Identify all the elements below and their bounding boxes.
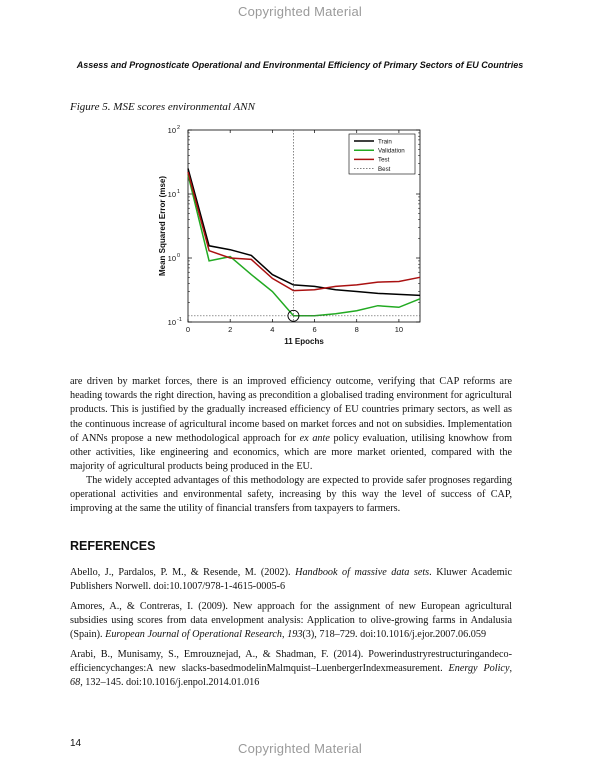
ref-journal: Energy Policy: [448, 663, 510, 675]
y-tick-label: 10: [167, 126, 176, 135]
ref-authors: Arabi, B., Munisamy, S., Emrouznejad, A., & Shadman, F. (2014). Powerindustryrestructuringandeco-efficiencychanges:A new slacks-basedmodelinMalmquist–LuenbergerIndexmeasurement.: [70, 649, 512, 675]
ref-details: . Kluwer Academic Publishers Norwell. doi:10.1007/978-1-4615-0005-6: [70, 567, 513, 593]
y-tick-label: 10: [167, 254, 176, 263]
y-tick-exponent: 1: [177, 189, 181, 195]
paragraph-advantages: The widely accepted advantages of this methodology are expected to provide safer prognoses regarding operational activities and environmental safety, increasing by this way the level of success of CAP, improving at the same the utility of financial transfers from taxpayers to farmers.: [70, 475, 512, 515]
watermark-bottom: Copyrighted Material: [238, 741, 362, 756]
paragraph-conclusion: [70, 375, 512, 474]
ref-separator: ,: [282, 629, 285, 641]
y-tick-label: 10: [167, 318, 176, 327]
running-head: Assess and Prognosticate Operational and Environmental Efficiency of Primary Sectors of EU Countries: [76, 60, 524, 70]
legend: [349, 134, 415, 174]
legend-label: Test: [378, 156, 390, 164]
ref-volume: 68: [70, 677, 81, 689]
x-tick-label: 0: [185, 325, 191, 334]
ref-volume: 193: [287, 629, 303, 641]
x-tick-label: 2: [228, 325, 233, 334]
y-tick-label: 10: [167, 190, 176, 199]
y-tick-exponent: -1: [177, 317, 182, 323]
y-axis-label: Mean Squared Error (mse): [158, 175, 167, 277]
figure-caption: Figure 5. MSE scores environmental ANN: [70, 101, 255, 113]
x-tick-label: 4: [270, 325, 275, 334]
ref-book-title: Handbook of massive data sets: [295, 567, 430, 578]
legend-label: Train: [378, 138, 392, 146]
x-tick-label: 8: [354, 325, 359, 334]
ref-details: , 132–145. doi:10.1016/j.enpol.2014.01.016: [80, 677, 260, 689]
watermark-top: Copyrighted Material: [238, 4, 362, 19]
references-heading: REFERENCES: [70, 539, 156, 553]
ref-separator: ,: [509, 663, 513, 675]
y-tick-exponent: 2: [177, 125, 181, 131]
paragraph-part: policy evaluation, utilising knowhow from other activities, like engineering and economics, which are more market oriented, compared with the majority of agricultural products being produced in the EU.: [70, 432, 513, 473]
ref-journal: European Journal of Operational Research: [105, 629, 283, 641]
page-number: 14: [70, 738, 82, 749]
x-tick-label: 10: [394, 325, 404, 334]
italic-term: ex ante: [299, 432, 330, 444]
legend-label: Best: [378, 165, 391, 173]
ref-authors: Abello, J., Pardalos, P. M., & Resende, M. (2002).: [70, 567, 291, 578]
reference-item: [70, 566, 512, 594]
ref-authors: Amores, A., & Contreras, I. (2009). New approach for the assignment of new European agricultural subsidies using scores from data envelopment analysis: Application to olive-growing farms in Andalusia (Spain).: [70, 601, 512, 641]
ref-details: (3), 718–729. doi:10.1016/j.ejor.2007.06.059: [302, 629, 487, 641]
reference-item: [70, 648, 512, 691]
legend-label: Validation: [378, 147, 405, 155]
paragraph-part: are driven by market forces, there is an improved efficiency outcome, verifying that CAP reforms are heading towards the right direction, having as precondition a globalised trading environment for agricultural products. This is justified by the gradually increased efficiency of EU countries primary sectors, as well as the continuous increase of agricultural income based on market forces and not on subsidies. Implementation of ANNs propose a new methodological approach for: [70, 376, 512, 444]
x-axis-label: 11 Epochs: [284, 337, 324, 346]
y-tick-exponent: 0: [177, 253, 181, 259]
reference-item: [70, 600, 512, 643]
x-tick-label: 6: [312, 325, 317, 334]
mse-chart: [150, 118, 440, 350]
